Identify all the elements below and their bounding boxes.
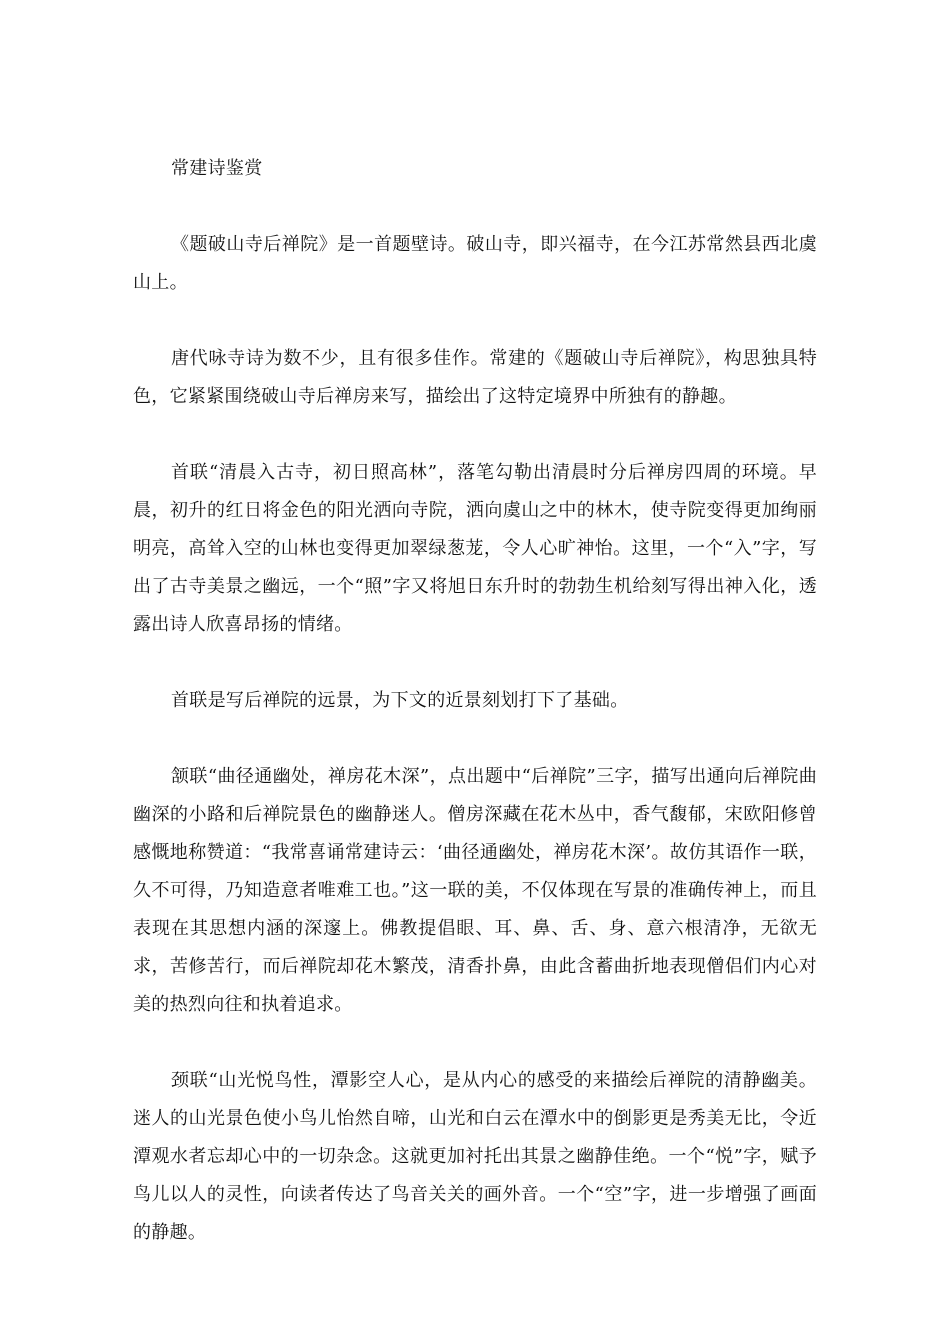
- document-title: 常建诗鉴赏: [171, 158, 263, 179]
- paragraph-4: 首联是写后禅院的远景，为下文的近景刻划打下了基础。: [171, 690, 629, 711]
- paragraph-3: 首联“清晨入古寺，初日照高林”，落笔勾勒出清晨时分后禅房四周的环境。早晨，初升的红日将金色的阳光洒向寺院，洒向虞山之中的林木，使寺院变得更加绚丽明亮，高耸入空的山林也变得更加翠绿葱茏，令人心旷神怡。这里，一个“入”字，写出了古寺美景之幽远，一个“照”字又将旭日东升时的勃勃生机给刻写得出神入化，透露出诗人欣喜昂扬的情绪。: [133, 462, 817, 635]
- paragraph-spacer: [133, 720, 817, 758]
- paragraph-5: 颔联“曲径通幽处，禅房花木深”，点出题中“后禅院”三字，描写出通向后禅院曲幽深的小路和后禅院景色的幽静迷人。僧房深藏在花木丛中，香气馥郁，宋欧阳修曾感慨地称赞道：“我常喜诵常建诗云：‘曲径通幽处，禅房花木深’。故仿其语作一联，久不可得，乃知造意者唯难工也。”这一联的美，不仅体现在写景的准确传神上，而且表现在其思想内涵的深邃上。佛教提倡眼、耳、鼻、舌、身、意六根清净，无欲无求，苦修苦行，而后禅院却花木繁茂，清香扑鼻，由此含蓄曲折地表现僧侣们内心对美的热烈向往和执着追求。: [133, 766, 817, 1015]
- paragraph-spacer: [133, 188, 817, 226]
- paragraph-spacer: [133, 644, 817, 682]
- paragraph-1: 《题破山寺后禅院》是一首题壁诗。破山寺，即兴福寺，在今江苏常然县西北虞山上。: [133, 234, 817, 293]
- paragraph-spacer: [133, 416, 817, 454]
- paragraph-2: 唐代咏寺诗为数不少，且有很多佳作。常建的《题破山寺后禅院》，构思独具特色，它紧紧围绕破山寺后禅房来写，描绘出了这特定境界中所独有的静趣。: [133, 348, 817, 407]
- document-body: [133, 150, 817, 1252]
- paragraph-spacer: [133, 302, 817, 340]
- paragraph-6: 颈联“山光悦鸟性，潭影空人心，是从内心的感受的来描绘后禅院的清静幽美。迷人的山光景色使小鸟儿怡然自啼，山光和白云在潭水中的倒影更是秀美无比，令近潭观水者忘却心中的一切杂念。这就更加衬托出其景之幽静佳绝。一个“悦”字，赋予鸟儿以人的灵性，向读者传达了鸟音关关的画外音。一个“空”字，进一步增强了画面的静趣。: [133, 1070, 817, 1243]
- paragraph-spacer: [133, 1024, 817, 1062]
